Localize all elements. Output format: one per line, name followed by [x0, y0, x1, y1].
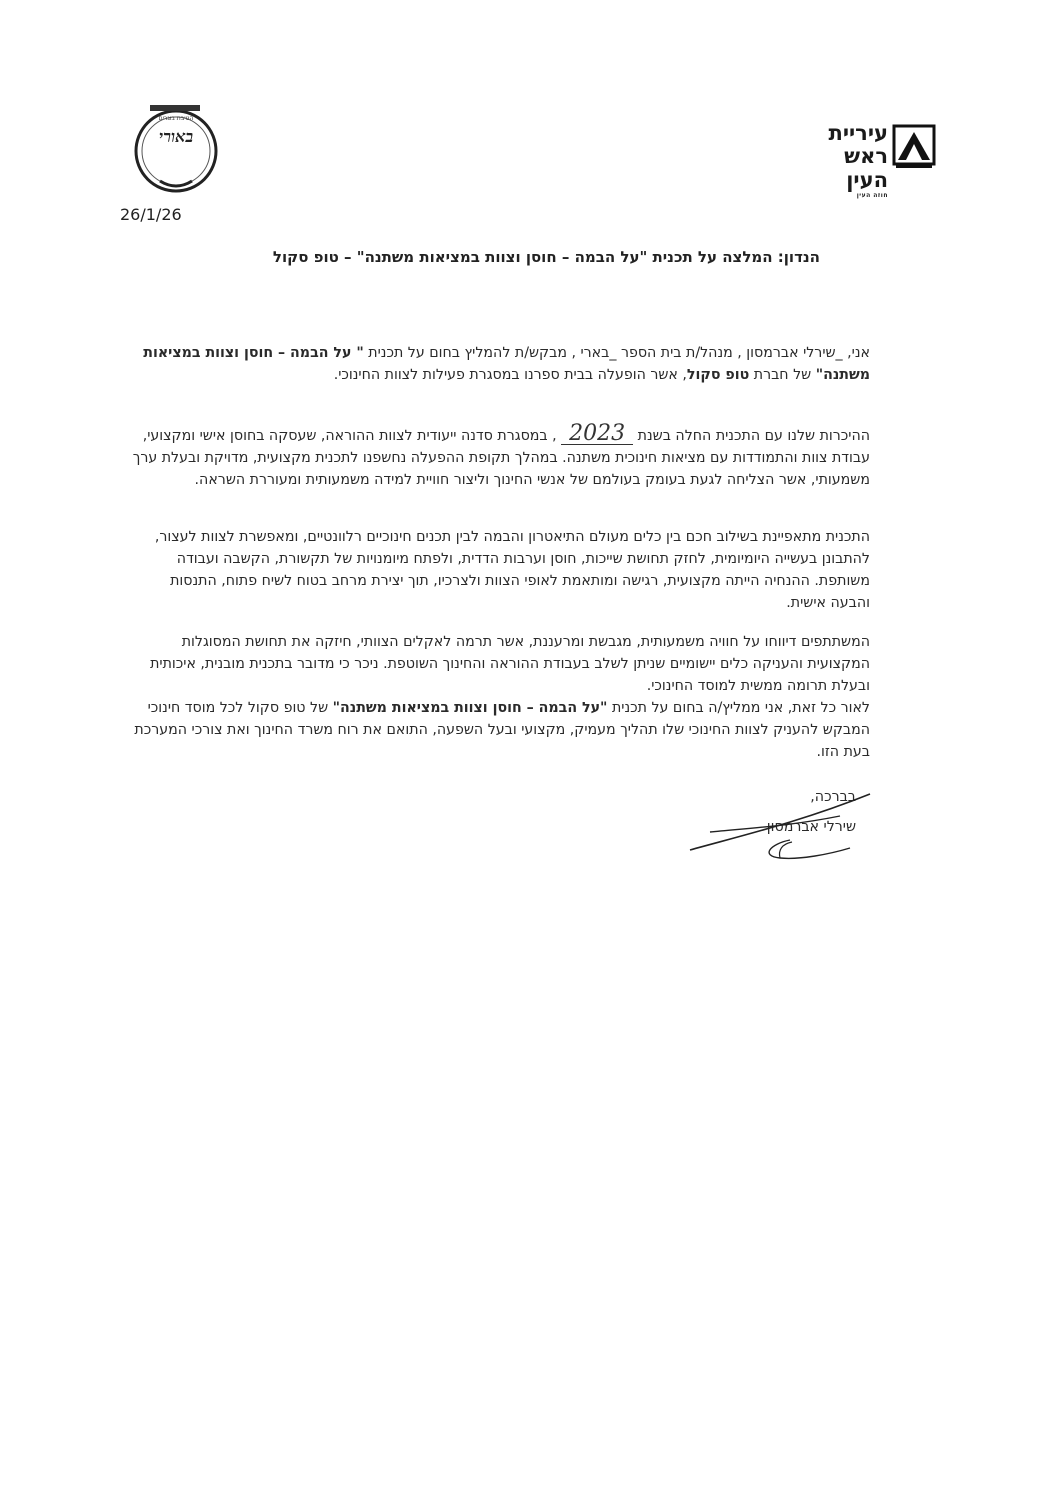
- p1-text-a: אני, _שירלי אברמסון , מנהל/ת בית הספר _בארי , מבקש/ת להמליץ בחום על תכנית: [363, 345, 870, 361]
- letter-date: 26/1/26: [120, 205, 182, 224]
- paragraph-participant-feedback: המשתתפים דיווחו על חוויה משמעותית, מגבשת ומרעננת, אשר תרמה לאקלים הצוותי, חיזקה את תחושת המסוגלות המקצועית והעניקה כלים יישומיים שניתן לשלב בעבודת ההוראה והחינוך השוטפת. ניכר כי מדובר בתכנית מובנית, איכותית ובעלת תרומה ממשית למוסד החינוכי.: [150, 634, 870, 694]
- municipality-logo: [800, 121, 940, 199]
- letter-subject: הנדון: המלצה על תכנית "על הבמה – חוסן וצוות במציאות משתנה" – טופ סקול: [272, 248, 820, 266]
- closing-greeting: בברכה,: [810, 789, 856, 805]
- p1-company-name: טופ סקול: [686, 367, 750, 383]
- signer-name: שירלי אברמסון: [766, 819, 856, 835]
- p5-text-a: לאור כל זאת, אני ממליץ/ה בחום על תכנית: [607, 700, 870, 716]
- p2-text-b: , במסגרת סדנה ייעודית לצוות ההוראה, שעסקה בחוסן אישי ומקצועי, עבודת צוות והתמודדות עם מציאות חינוכית משתנה. במהלך תקופת ההפעלה נחשפנו לתכנית מקצועית, מדויקת ובעלת ערך משמעותי, אשר הצליחה לגעת בעומק בעולמם של אנשי החינוך וליצור חוויית למידה משמעותית ומעוררת השראה.: [132, 428, 870, 488]
- p5-program-name: "על הבמה – חוסן וצוות במציאות משתנה": [332, 700, 608, 716]
- p1-text-b: של חברת: [749, 367, 816, 383]
- municipality-emblem-icon: [892, 124, 936, 170]
- p1-program-name: " על הבמה – חוסן וצוות במציאות משתנה": [143, 345, 870, 383]
- handwritten-year: 2023: [561, 424, 633, 445]
- school-stamp: [130, 105, 222, 197]
- p1-text-c: , אשר הופעלה בבית ספרנו במסגרת פעילות לצוות החינוכי.: [333, 367, 687, 383]
- stamp-subtitle: הטיבת בוגרים: [158, 115, 194, 122]
- paragraph-intro: [130, 342, 870, 386]
- municipality-name: [800, 122, 888, 200]
- municipality-name-line1: עיריית: [828, 121, 888, 145]
- paragraph-program-features: התכנית מתאפיינת בשילוב חכם בין כלים מעולם התיאטרון והבמה לבין תכנים חינוכיים רלוונטיים, ומאפשרת לצוות לעצור, להתבונן בעשייה היומיומית, לחזק תחושת שייכות, חוסן וערבות הדדית, ולפתח מיומנויות של תקשורת, הקשבה ועבודה משותפת. ההנחיה הייתה מקצועית, רגישה ומותאמת לאופי הצוות ולצרכיו, תוך יצירת מרחב בטוח לשיח פתוח, התנסות והבעה אישית.: [154, 529, 870, 611]
- p2-text-a: ההיכרות שלנו עם התכנית החלה בשנת: [633, 428, 870, 444]
- paragraph-recommendation: [130, 697, 870, 763]
- paragraph-acquaintance: [130, 421, 870, 491]
- signature-icon: [680, 792, 880, 862]
- stamp-text: באורי: [158, 127, 194, 146]
- p5-text-b: של טופ סקול לכל מוסד חינוכי המבקש להעניק לצוות החינוכי שלו תהליך מעמיק, מקצועי ובעל השפעה, התואם את רוח משרד החינוך ואת צורכי המערכת בעת הזו.: [134, 700, 870, 760]
- municipality-tagline: חוזה העין: [856, 192, 888, 199]
- municipality-name-line2: ראש העין: [844, 144, 888, 192]
